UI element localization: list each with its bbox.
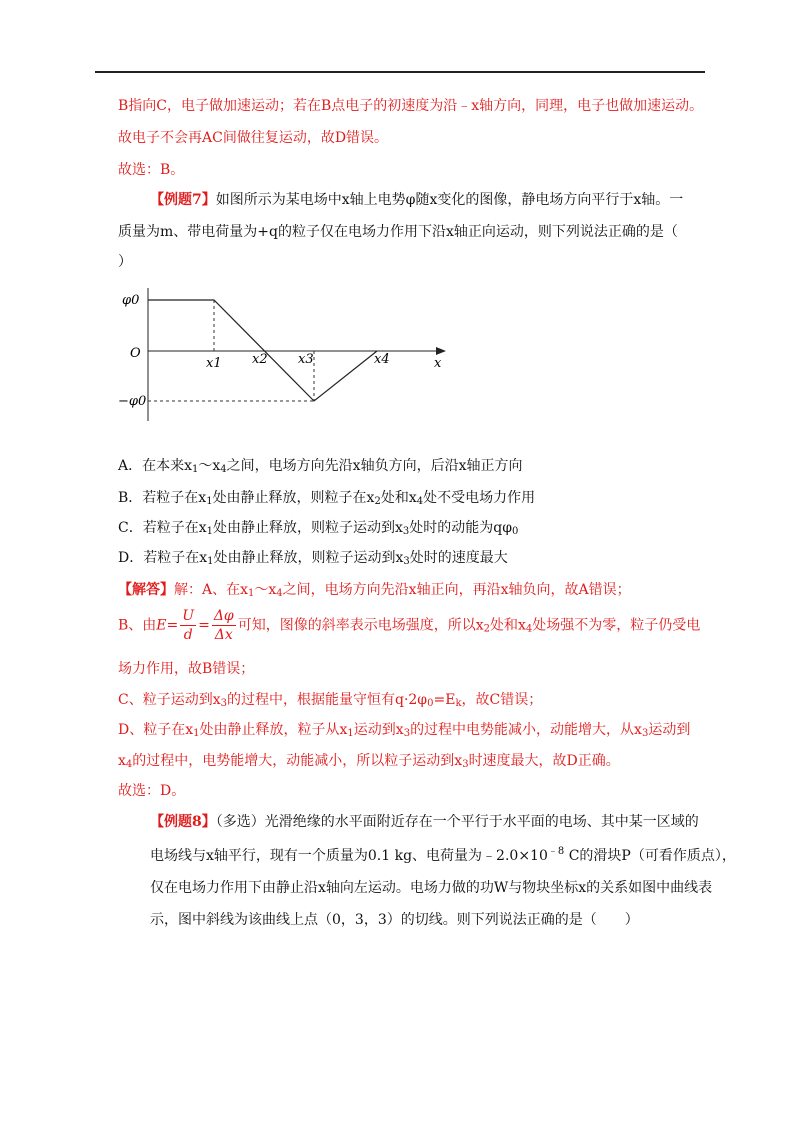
ex7-solution-a: 【解答】解：A、在$x_1\sim x_4$之间，电场方向先沿x轴正向，再沿x轴负向，故A错误； — [118, 582, 631, 599]
ex7-stem-line-2: 质量为m、带电荷量为+q的粒子仅在电场力作用下沿x轴正向运动，则下列说法正确的是（ — [118, 224, 678, 240]
ex8-stem-line-1: 【例题8】（多选）光滑绝缘的水平面附近存在一个平行于水平面的电场、其中某一区域的 — [150, 814, 699, 830]
ex7-option-b: B．若粒子在$x_1$处由静止释放，则粒子在$x_2$处和$x_4$处不受电场力作用 — [118, 490, 536, 507]
label-neg-phi0: −φ0 — [118, 394, 147, 409]
ex7-option-d: D．若粒子在$x_1$处由静止释放，则粒子运动到$x_3$处时的速度最大 — [118, 550, 508, 567]
ex8-tag: 【例题8】 — [150, 814, 216, 830]
ex7-solution-c: C、粒子运动到$x_3$的过程中，根据能量守恒有$q\cdot 2\varphi_0=E_k$，故C错误； — [118, 692, 543, 709]
prev-solution-line-2: 故电子不会再AC间做往复运动，故D错误。 — [118, 130, 389, 146]
ex7-stem-line-3: ） — [118, 254, 132, 270]
fraction-dphi-over-dx: $\frac{\Delta\varphi}{\Delta x}$ — [213, 608, 234, 643]
label-x1: x1 — [206, 356, 222, 371]
ex7-solution-d-line-1: D、粒子在$x_1$处由静止释放，粒子从$x_1$运动到$x_3$的过程中电势能减小，动能增大，从$x_3$运动到 — [118, 722, 691, 739]
header-rule — [95, 71, 705, 73]
label-x2: x2 — [252, 352, 268, 367]
ex8-stem-line-3: 仅在电场力作用下由静止沿x轴向左运动。电场力做的功W与物块坐标x的关系如图中曲线表 — [150, 880, 713, 896]
ex7-solution-b: B、由E= $\frac{U}{d}$ = $\frac{\Delta\varphi}{\Delta x}$ 可知，图像的斜率表示电场强度，所以$x_2$处和$x_4$处场强不为零，粒子仍受电 — [118, 608, 701, 643]
label-origin: O — [130, 346, 141, 361]
ex7-option-a: A．在本来$x_1\sim x_4$之间，电场方向先沿x轴负方向，后沿x轴正方向 — [118, 458, 523, 475]
label-phi0: φ0 — [122, 293, 140, 308]
formula-e: E — [156, 617, 167, 634]
x-axis-arrow — [436, 347, 446, 355]
ex7-answer: 故选：D。 — [118, 783, 186, 799]
label-x3: x3 — [298, 352, 314, 367]
potential-graph — [118, 283, 458, 423]
ex7-stem-line-1: 【例题7】如图所示为某电场中x轴上电势φ随x变化的图像，静电场方向平行于x轴。一 — [150, 192, 684, 208]
ex7-tag: 【例题7】 — [150, 192, 216, 208]
label-x4: x4 — [374, 352, 390, 367]
ex7-solution-b-line-2: 场力作用，故B错误； — [118, 661, 255, 677]
prev-answer: 故选：B。 — [118, 162, 185, 178]
ex8-stem-line-2: 电场线与x轴平行，现有一个质量为0.1 kg、电荷量为$﹣2.0\times 10^{﹣8}$ C的滑块P（可看作质点）， — [150, 846, 736, 864]
prev-solution-line-1: B指向C，电子做加速运动；若在B点电子的初速度为沿﹣x轴方向，同理，电子也做加速运动。 — [118, 98, 704, 114]
ex7-solution-d-line-2: $x_4$的过程中，电势能增大，动能减小，所以粒子运动到$x_3$时速度最大，故D正确。 — [118, 753, 620, 770]
solution-tag: 【解答】 — [118, 582, 174, 598]
fraction-u-over-d: $\frac{U}{d}$ — [182, 608, 195, 643]
ex8-stem-line-4: 示，图中斜线为该曲线上点（0，3，3）的切线。则下列说法正确的是（ ） — [150, 912, 639, 928]
label-x-axis: x — [434, 356, 442, 371]
ex7-option-c: C．若粒子在$x_1$处由静止释放，则粒子运动到$x_3$处时的动能为$q\varphi_0$ — [118, 520, 519, 537]
